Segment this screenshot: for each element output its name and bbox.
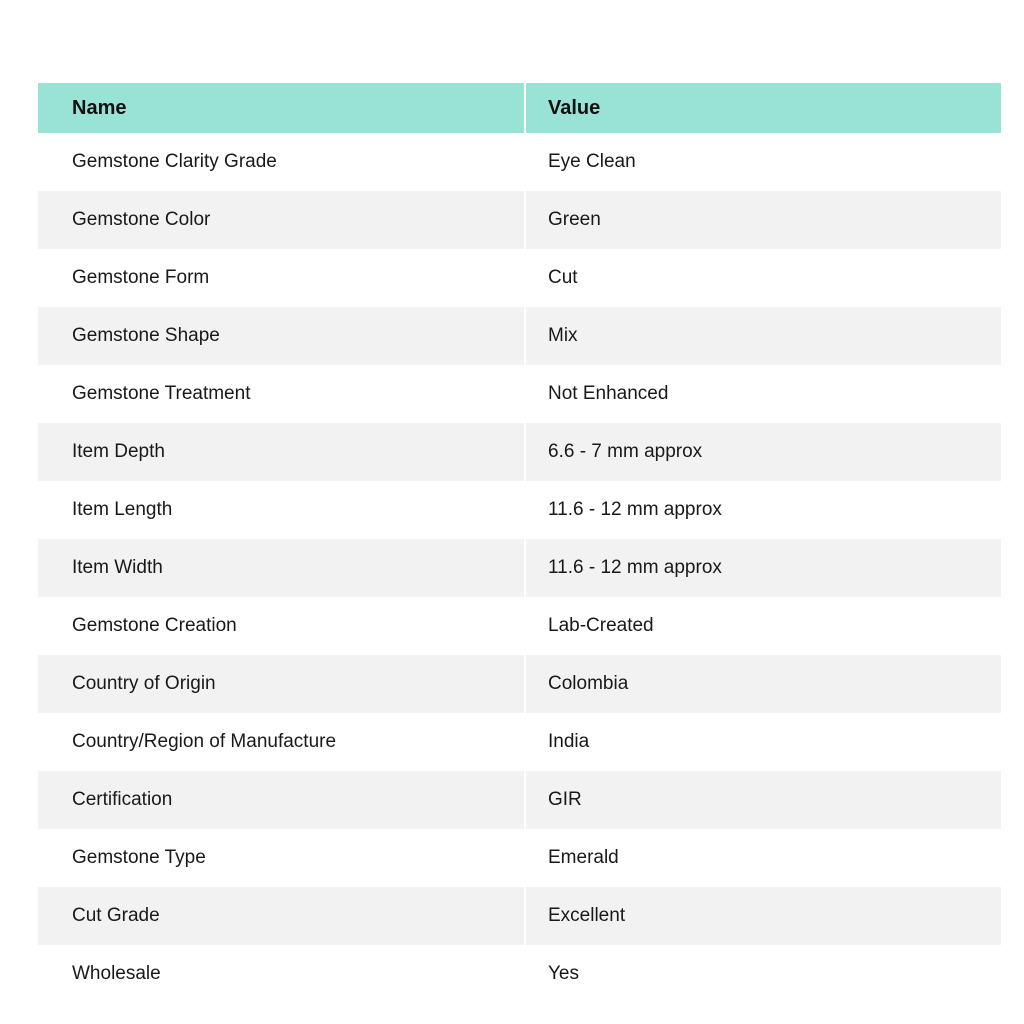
table-row: [38, 945, 1001, 1003]
spec-name-cell: Gemstone Form: [72, 266, 210, 288]
spec-name-cell: Country of Origin: [72, 672, 216, 694]
spec-value-cell: Excellent: [524, 887, 1001, 945]
spec-value-cell: Green: [524, 191, 1001, 249]
table-row: [38, 423, 1001, 481]
table-row: [38, 365, 1001, 423]
spec-value-cell: GIR: [524, 771, 1001, 829]
table-row: [38, 133, 1001, 191]
spec-name-cell: Gemstone Shape: [72, 324, 220, 346]
spec-name-cell: Gemstone Treatment: [72, 382, 251, 404]
table-row: [38, 307, 1001, 365]
spec-value-cell: Eye Clean: [524, 133, 1001, 191]
spec-value-cell: Yes: [524, 945, 1001, 1003]
spec-name-cell: Gemstone Type: [72, 846, 206, 868]
spec-name-cell: Gemstone Creation: [72, 614, 237, 636]
table-row: [38, 597, 1001, 655]
spec-value-cell: 11.6 - 12 mm approx: [524, 539, 1001, 597]
spec-name-cell: Item Depth: [72, 440, 165, 462]
table-row: [38, 249, 1001, 307]
spec-name-cell: Cut Grade: [72, 904, 160, 926]
table-row: [38, 887, 1001, 945]
spec-name-cell: Gemstone Clarity Grade: [72, 150, 277, 172]
table-row: [38, 655, 1001, 713]
spec-value-cell: Not Enhanced: [524, 365, 1001, 423]
spec-name-cell: Item Length: [72, 498, 173, 520]
table-row: [38, 771, 1001, 829]
spec-value-cell: 6.6 - 7 mm approx: [524, 423, 1001, 481]
table-row: [38, 191, 1001, 249]
table-row: [38, 713, 1001, 771]
spec-name-cell: Country/Region of Manufacture: [72, 730, 337, 752]
table-row: [38, 481, 1001, 539]
spec-value-cell: Colombia: [524, 655, 1001, 713]
spec-value-cell: Emerald: [524, 829, 1001, 887]
spec-name-cell: Wholesale: [72, 962, 161, 984]
column-header-value: Value: [524, 83, 1001, 133]
table-row: [38, 829, 1001, 887]
spec-value-cell: Mix: [524, 307, 1001, 365]
item-specifics-table: [38, 83, 1001, 1003]
spec-value-cell: India: [524, 713, 1001, 771]
spec-name-cell: Certification: [72, 788, 173, 810]
column-header-name: Name: [72, 97, 127, 119]
spec-value-cell: Lab-Created: [524, 597, 1001, 655]
spec-name-cell: Item Width: [72, 556, 163, 578]
table-header-row: [38, 83, 1001, 133]
spec-value-cell: 11.6 - 12 mm approx: [524, 481, 1001, 539]
spec-value-cell: Cut: [524, 249, 1001, 307]
table-row: [38, 539, 1001, 597]
spec-name-cell: Gemstone Color: [72, 208, 211, 230]
